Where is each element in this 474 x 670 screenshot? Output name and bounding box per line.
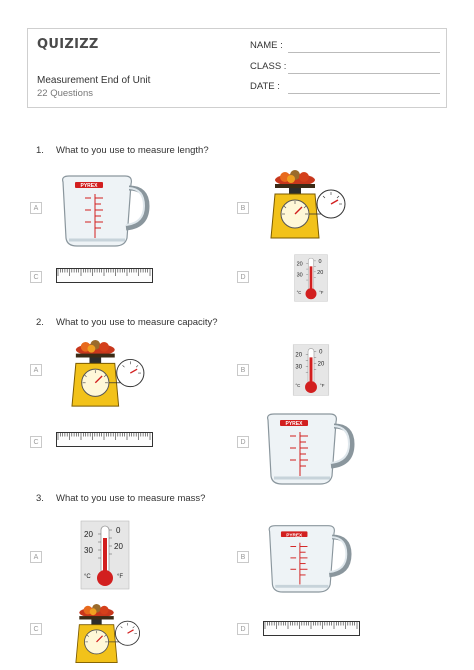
svg-text:PYREX: PYREX bbox=[80, 183, 98, 190]
question-2 bbox=[36, 317, 218, 328]
kitchen-scale-image[interactable] bbox=[265, 170, 347, 242]
name-label: NAME : bbox=[250, 40, 283, 51]
option-c-box[interactable]: C bbox=[30, 623, 42, 635]
thermometer-image[interactable] bbox=[286, 254, 336, 302]
svg-text:°C: °C bbox=[84, 574, 91, 580]
kitchen-scale-image[interactable] bbox=[65, 340, 147, 410]
svg-text:30: 30 bbox=[84, 546, 93, 555]
class-line bbox=[288, 73, 440, 74]
svg-text:20: 20 bbox=[317, 361, 325, 368]
worksheet-title: Measurement End of Unit bbox=[37, 75, 151, 86]
svg-text:30: 30 bbox=[295, 364, 303, 371]
question-1 bbox=[36, 145, 209, 156]
svg-text:°F: °F bbox=[319, 383, 325, 389]
question-text: What to you use to measure length? bbox=[56, 145, 209, 156]
svg-text:0: 0 bbox=[318, 258, 322, 265]
question-text: What to you use to measure mass? bbox=[56, 493, 206, 504]
date-label: DATE : bbox=[250, 81, 280, 92]
svg-text:20: 20 bbox=[114, 542, 123, 551]
svg-text:°F: °F bbox=[319, 289, 324, 295]
option-b-box[interactable]: B bbox=[237, 364, 249, 376]
measuring-jug-image[interactable] bbox=[262, 518, 352, 594]
svg-text:PYREX: PYREX bbox=[286, 533, 303, 539]
name-field[interactable] bbox=[250, 40, 440, 54]
class-field[interactable] bbox=[250, 61, 440, 75]
option-a-box[interactable]: A bbox=[30, 551, 42, 563]
thermometer-image[interactable] bbox=[286, 344, 336, 396]
kitchen-scale-image[interactable] bbox=[65, 604, 147, 666]
question-number: 3. bbox=[36, 493, 44, 504]
option-a-box[interactable]: A bbox=[30, 202, 42, 214]
svg-text:°F: °F bbox=[117, 574, 124, 580]
option-b-box[interactable]: B bbox=[237, 202, 249, 214]
option-d-box[interactable]: D bbox=[237, 623, 249, 635]
option-a-box[interactable]: A bbox=[30, 364, 42, 376]
class-label: CLASS : bbox=[250, 61, 287, 72]
option-c-box[interactable]: C bbox=[30, 436, 42, 448]
question-text: What to you use to measure capacity? bbox=[56, 317, 218, 328]
thermometer-image[interactable] bbox=[80, 520, 130, 590]
option-d-box[interactable]: D bbox=[237, 271, 249, 283]
question-3 bbox=[36, 493, 205, 504]
svg-text:20: 20 bbox=[296, 261, 303, 268]
date-field[interactable] bbox=[250, 81, 440, 95]
svg-text:20: 20 bbox=[317, 269, 324, 276]
option-c-box[interactable]: C bbox=[30, 271, 42, 283]
question-number: 1. bbox=[36, 145, 44, 156]
svg-text:30: 30 bbox=[296, 272, 303, 279]
date-line bbox=[288, 93, 440, 94]
svg-text:20: 20 bbox=[295, 352, 303, 359]
name-line bbox=[288, 52, 440, 53]
option-d-box[interactable]: D bbox=[237, 436, 249, 448]
question-count: 22 Questions bbox=[37, 88, 93, 99]
ruler-image[interactable] bbox=[56, 268, 153, 283]
svg-text:0: 0 bbox=[116, 526, 121, 535]
svg-text:PYREX: PYREX bbox=[285, 421, 303, 428]
quizizz-logo: QUIZIZZ bbox=[37, 37, 99, 52]
svg-text:°C: °C bbox=[295, 383, 301, 389]
svg-text:°C: °C bbox=[296, 289, 302, 295]
measuring-jug-image[interactable] bbox=[55, 168, 150, 248]
ruler-image[interactable] bbox=[263, 621, 360, 636]
svg-text:0: 0 bbox=[319, 349, 323, 356]
option-b-box[interactable]: B bbox=[237, 551, 249, 563]
svg-text:20: 20 bbox=[84, 530, 93, 539]
ruler-image[interactable] bbox=[56, 432, 153, 447]
worksheet-header bbox=[27, 28, 447, 108]
question-number: 2. bbox=[36, 317, 44, 328]
measuring-jug-image[interactable] bbox=[260, 406, 355, 486]
